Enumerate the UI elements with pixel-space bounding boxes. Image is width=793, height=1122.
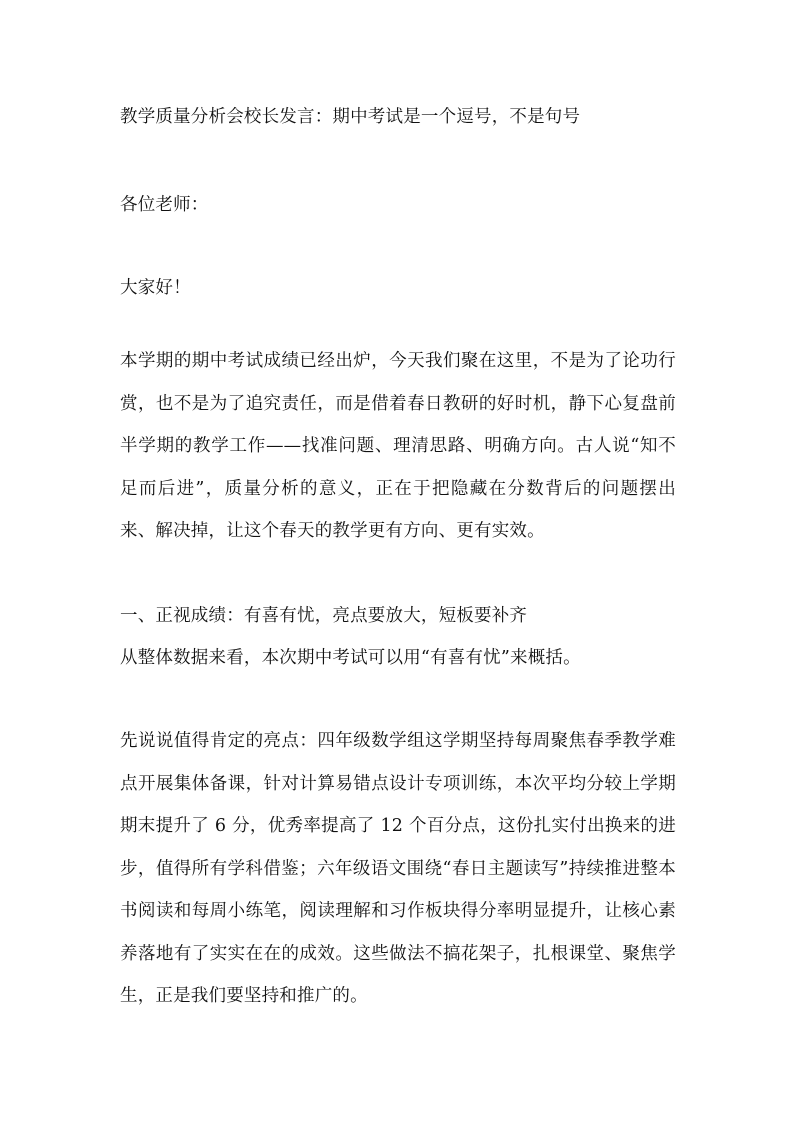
document-title: 教学质量分析会校长发言：期中考试是一个逗号，不是句号 <box>120 107 581 127</box>
section-heading: 一、正视成绩：有喜有忧，亮点要放大，短板要补齐 <box>120 606 528 626</box>
greeting: 大家好！ <box>120 278 191 298</box>
salutation: 各位老师： <box>120 195 209 215</box>
section-summary: 从整体数据来看，本次期中考试可以用“有喜有忧”来概括。 <box>120 648 581 668</box>
highlights-paragraph: 先说说值得肯定的亮点：四年级数学组这学期坚持每周聚焦春季教学难点开展集体备课，针对计算易错点设计专项训练，本次平均分较上学期期末提升了 6 分，优秀率提高了 12 个百分点，这份扎实付出换来的进步，值得所有学科借鉴；六年级语文围绕“春日主题读写”持续推进整本书阅读和每周小练笔，阅读理解和习作板块得分率明显提升，让核心素养落地有了实实在在的成效。这些做法不搞花架子，扎根课堂、聚焦学生，正是我们要坚持和推广的。 <box>120 731 676 1006</box>
intro-paragraph: 本学期的期中考试成绩已经出炉，今天我们聚在这里，不是为了论功行赏，也不是为了追究责任，而是借着春日教研的好时机，静下心复盘前半学期的教学工作——找准问题、理清思路、明确方向。古人说“知不足而后进”，质量分析的意义，正在于把隐藏在分数背后的问题摆出来、解决掉，让这个春天的教学更有方向、更有实效。 <box>120 351 676 541</box>
